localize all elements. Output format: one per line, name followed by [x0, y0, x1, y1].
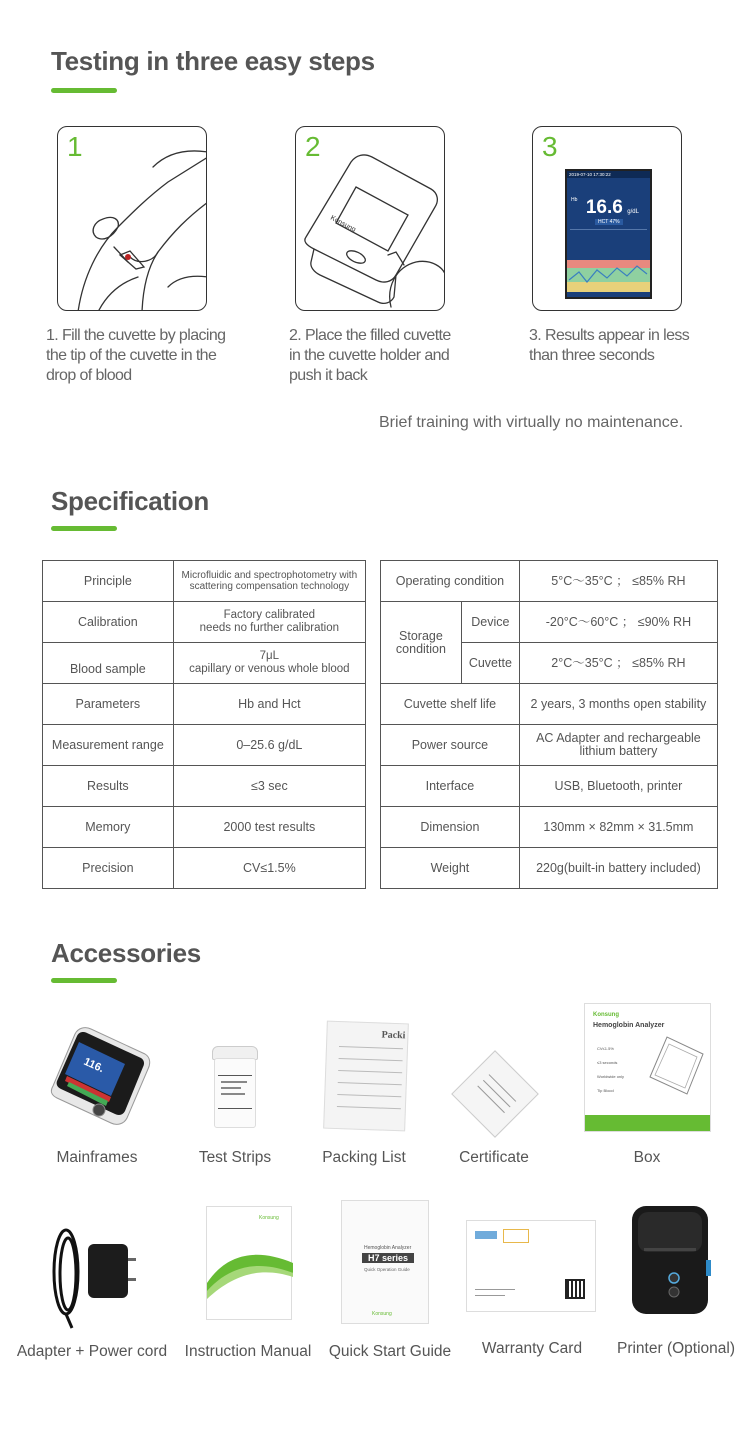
accessories-title-underline [51, 978, 117, 983]
spec-section-title: Specification [51, 486, 209, 516]
spec-row [381, 766, 718, 807]
screen-hct: HCT 47% [595, 219, 623, 225]
box-image [584, 1003, 711, 1132]
accessory-label: Warranty Card [481, 1340, 583, 1357]
analyzer-device-icon [45, 1026, 151, 1126]
device-insert-icon [296, 127, 445, 311]
packing-list-image [323, 1021, 409, 1132]
spec-value: Microfluidic and spectrophotometry with scattering compensation technology [173, 561, 365, 602]
spec-label: Principle [43, 561, 174, 602]
spec-value: AC Adapter and rechargeable lithium battery [519, 725, 717, 766]
spec-row [43, 684, 366, 725]
step-2-text: 2. Place the filled cuvette in the cuvette holder and push it back [289, 327, 451, 384]
step-2-illustration [295, 126, 445, 311]
warranty-card-image [466, 1220, 596, 1312]
box-feature-list: CV≤1.5% ≤3 seconds Worldwide only Tip Blood [597, 1046, 625, 1093]
spec-row [381, 561, 718, 602]
accessory-label: Adapter + Power cord [16, 1343, 168, 1360]
quick-start-guide-image [341, 1200, 429, 1324]
result-screen [565, 169, 652, 299]
accessory-label: Instruction Manual [184, 1343, 312, 1360]
spec-label: Precision [43, 848, 174, 889]
steps-title-underline [51, 88, 117, 93]
spec-value: Factory calibrated needs no further calibration [173, 602, 365, 643]
spec-label: Power source [381, 725, 520, 766]
guide-line2: Quick Operation Guide [364, 1267, 410, 1272]
trend-line-icon [567, 260, 650, 292]
spec-label: Measurement range [43, 725, 174, 766]
maintenance-note: Brief training with virtually no maintenance. [379, 414, 684, 431]
accessory-label: Quick Start Guide [328, 1343, 452, 1360]
screen-chart [567, 260, 650, 292]
warranty-logo [475, 1231, 497, 1239]
power-adapter-icon [38, 1222, 140, 1330]
spec-label: Storage condition [381, 602, 462, 684]
mainframe-screen-value: 116. [81, 1055, 106, 1076]
printer-icon [630, 1204, 712, 1316]
accessory-label: Mainframes [56, 1149, 138, 1166]
packing-list-title: Packi [381, 1029, 406, 1042]
spec-row [43, 848, 366, 889]
accessory-label: Box [633, 1149, 661, 1166]
spec-table-left [42, 560, 366, 889]
warranty-qr-icon [565, 1279, 585, 1299]
step-3-text: 3. Results appear in less than three seconds [529, 327, 690, 364]
spec-table-right [380, 560, 718, 889]
warranty-stamp [503, 1229, 529, 1243]
spec-value: 2°C～35°C ； ≤85% RH [519, 643, 717, 684]
device-brand-text: Konsung [329, 214, 357, 234]
accessory-label: Printer (Optional) [616, 1340, 735, 1357]
spec-row [43, 807, 366, 848]
spec-row [381, 684, 718, 725]
spec-value: ≤3 sec [173, 766, 365, 807]
test-strips-image [210, 1046, 260, 1128]
screen-value-row [571, 197, 639, 219]
spec-label: Weight [381, 848, 520, 889]
spec-value: 2 years, 3 months open stability [519, 684, 717, 725]
spec-row [381, 807, 718, 848]
spec-value: -20°C～60°C ； ≤90% RH [519, 602, 717, 643]
accessories-section-title: Accessories [51, 938, 201, 968]
screen-time: 2019-07-10 17:30:22 [567, 171, 650, 178]
spec-label: Dimension [381, 807, 520, 848]
spec-label: Calibration [43, 602, 174, 643]
spec-label: Operating condition [381, 561, 520, 602]
guide-line1: Hemoglobin Analyzer [364, 1245, 412, 1251]
spec-label: Memory [43, 807, 174, 848]
steps-section-title: Testing in three easy steps [51, 46, 375, 76]
spec-label: Interface [381, 766, 520, 807]
spec-value: USB, Bluetooth, printer [519, 766, 717, 807]
spec-sublabel: Cuvette [461, 643, 519, 684]
box-green-band [585, 1115, 710, 1131]
guide-brand: Konsung [372, 1311, 392, 1317]
step-3-illustration [532, 126, 682, 311]
step-1-text: 1. Fill the cuvette by placing the tip of the cuvette in the drop of blood [46, 327, 226, 384]
instruction-manual-image [206, 1206, 292, 1320]
finger-cuvette-icon [58, 127, 207, 311]
screen-info-panel [570, 229, 647, 257]
screen-hb-unit: g/dL [627, 209, 639, 215]
spec-row [43, 725, 366, 766]
box-device-sketch-icon [645, 1032, 705, 1102]
spec-row [43, 602, 366, 643]
screen-hb-value: 16.6 [585, 197, 623, 218]
box-brand: Konsung [593, 1012, 619, 1018]
spec-value: 7μL capillary or venous whole blood [173, 643, 365, 684]
certificate-image [451, 1050, 539, 1138]
step-3-number: 3 [542, 131, 558, 162]
spec-label: Results [43, 766, 174, 807]
spec-row [381, 848, 718, 889]
spec-value: 5°C～35°C ； ≤85% RH [519, 561, 717, 602]
spec-value: Hb and Hct [173, 684, 365, 725]
spec-row [381, 725, 718, 766]
printer-image [630, 1204, 712, 1316]
spec-value: 220g(built-in battery included) [519, 848, 717, 889]
screen-hb-label: Hb [571, 197, 578, 203]
manual-wave-icon [207, 1243, 293, 1303]
spec-row [43, 766, 366, 807]
mainframe-image [45, 1026, 151, 1126]
accessory-label: Certificate [459, 1149, 529, 1166]
manual-brand: Konsung [259, 1215, 279, 1221]
guide-series: H7 series [362, 1253, 414, 1263]
spec-row [381, 602, 718, 643]
spec-label: Parameters [43, 684, 174, 725]
step-2-number: 2 [305, 131, 321, 162]
step-1-illustration [57, 126, 207, 311]
packing-list-lines [337, 1046, 403, 1120]
spec-value: 130mm × 82mm × 31.5mm [519, 807, 717, 848]
spec-value: CV≤1.5% [173, 848, 365, 889]
adapter-image [38, 1222, 140, 1330]
spec-value: 2000 test results [173, 807, 365, 848]
spec-label: Cuvette shelf life [381, 684, 520, 725]
vial-body [214, 1058, 256, 1128]
spec-label: Blood sample [43, 643, 174, 684]
spec-sublabel: Device [461, 602, 519, 643]
accessory-label: Packing List [322, 1149, 406, 1166]
spec-value: 0–25.6 g/dL [173, 725, 365, 766]
spec-title-underline [51, 526, 117, 531]
accessory-label: Test Strips [198, 1149, 272, 1166]
spec-row [43, 643, 366, 684]
spec-row [43, 561, 366, 602]
step-1-number: 1 [67, 131, 83, 162]
box-title: Hemoglobin Analyzer [593, 1022, 665, 1029]
